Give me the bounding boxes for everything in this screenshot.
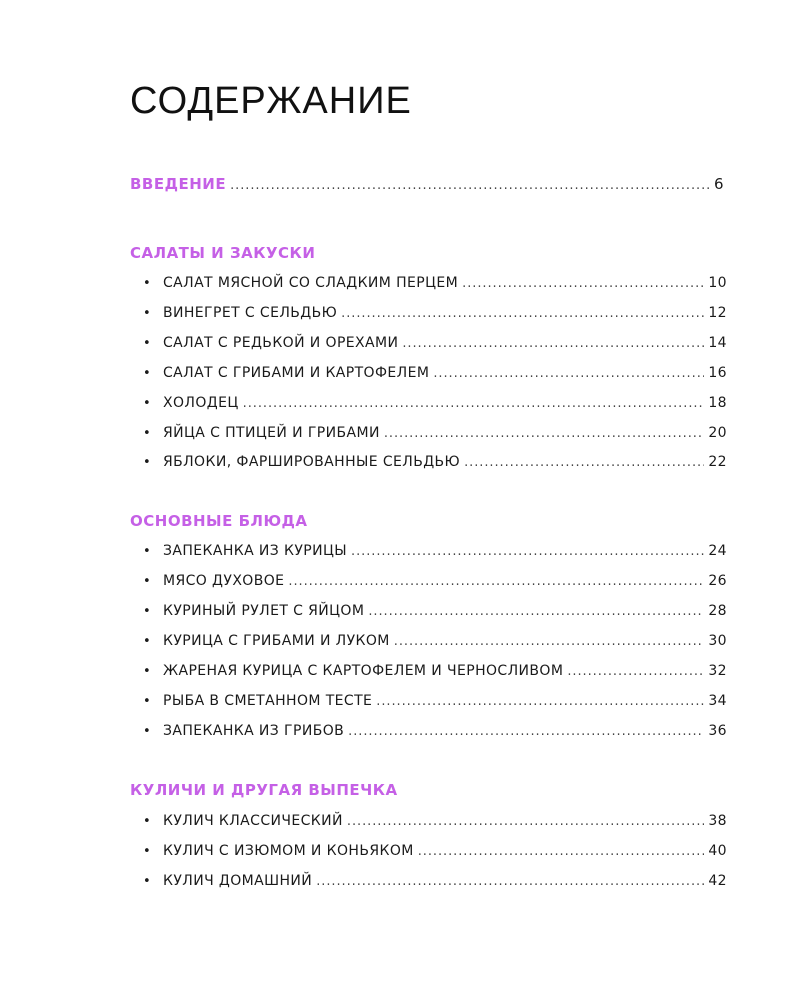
dot-leader [368, 601, 704, 622]
toc-entry[interactable] [143, 422, 727, 444]
toc-page-number: 24 [708, 543, 727, 559]
toc-entry-label: ЯБЛОКИ, ФАРШИРОВАННЫЕ СЕЛЬДЬЮ [163, 454, 461, 470]
toc-entry[interactable] [143, 272, 727, 294]
section-heading-baking: КУЛИЧИ И ДРУГАЯ ВЫПЕЧКА [130, 781, 398, 799]
dot-leader [433, 363, 704, 384]
dot-leader [402, 333, 704, 354]
toc-entry-label: КУРИЦА С ГРИБАМИ И ЛУКОМ [163, 633, 390, 649]
dot-leader [351, 541, 704, 562]
toc-entry[interactable] [143, 840, 727, 862]
toc-page-number: 14 [708, 335, 727, 351]
bullet-icon: • [143, 574, 152, 589]
toc-page-number: 38 [708, 813, 727, 829]
bullet-icon: • [143, 336, 152, 351]
toc-page-number: 6 [713, 175, 724, 193]
dot-leader [464, 452, 704, 473]
dot-leader [567, 661, 704, 682]
toc-entry[interactable] [143, 870, 727, 892]
bullet-icon: • [143, 366, 152, 381]
toc-entry[interactable] [143, 451, 727, 473]
bullet-icon: • [143, 544, 152, 559]
toc-entry[interactable] [143, 600, 727, 622]
toc-entry-label: САЛАТ С РЕДЬКОЙ И ОРЕХАМИ [163, 335, 399, 351]
toc-intro-label: ВВЕДЕНИЕ [130, 175, 227, 193]
toc-entry[interactable] [143, 332, 727, 354]
toc-page-number: 28 [708, 603, 727, 619]
bullet-icon: • [143, 306, 152, 321]
dot-leader [288, 571, 704, 592]
dot-leader [347, 811, 704, 832]
toc-page-number: 32 [708, 663, 727, 679]
toc-page-number: 20 [708, 425, 727, 441]
toc-entry-label: ВИНЕГРЕТ С СЕЛЬДЬЮ [163, 305, 338, 321]
toc-entry[interactable] [143, 690, 727, 712]
toc-entry[interactable] [143, 630, 727, 652]
toc-entry[interactable] [143, 660, 727, 682]
toc-entry-label: КУЛИЧ КЛАССИЧЕСКИЙ [163, 813, 343, 829]
toc-entry[interactable] [143, 810, 727, 832]
bullet-icon: • [143, 874, 152, 889]
toc-entry-label: САЛАТ С ГРИБАМИ И КАРТОФЕЛЕМ [163, 365, 430, 381]
bullet-icon: • [143, 455, 152, 470]
bullet-icon: • [143, 396, 152, 411]
toc-entry[interactable] [143, 570, 727, 592]
dot-leader [384, 423, 705, 444]
toc-page-number: 34 [708, 693, 727, 709]
dot-leader [316, 871, 704, 892]
toc-entry-label: КУРИНЫЙ РУЛЕТ С ЯЙЦОМ [163, 603, 365, 619]
dot-leader [230, 175, 710, 195]
toc-entry-label: МЯСО ДУХОВОЕ [163, 573, 285, 589]
bullet-icon: • [143, 426, 152, 441]
section-heading-salads: САЛАТЫ И ЗАКУСКИ [130, 244, 316, 262]
dot-leader [376, 691, 704, 712]
dot-leader [341, 303, 704, 324]
bullet-icon: • [143, 694, 152, 709]
toc-entry-label: ЯЙЦА С ПТИЦЕЙ И ГРИБАМИ [163, 425, 380, 441]
toc-page-number: 30 [708, 633, 727, 649]
dot-leader [243, 393, 705, 414]
toc-entry-label: ЖАРЕНАЯ КУРИЦА С КАРТОФЕЛЕМ И ЧЕРНОСЛИВОМ [163, 663, 564, 679]
toc-entry-label: ЗАПЕКАНКА ИЗ КУРИЦЫ [163, 543, 348, 559]
bullet-icon: • [143, 276, 152, 291]
dot-leader [348, 721, 704, 742]
bullet-icon: • [143, 634, 152, 649]
section-heading-main-dishes: ОСНОВНЫЕ БЛЮДА [130, 512, 308, 530]
bullet-icon: • [143, 724, 152, 739]
toc-entry[interactable] [143, 540, 727, 562]
toc-page-number: 12 [708, 305, 727, 321]
dot-leader [418, 841, 705, 862]
toc-page-number: 22 [708, 454, 727, 470]
toc-page-number: 10 [708, 275, 727, 291]
bullet-icon: • [143, 814, 152, 829]
dot-leader [462, 273, 704, 294]
toc-entry[interactable] [143, 720, 727, 742]
toc-entry-label: КУЛИЧ ДОМАШНИЙ [163, 873, 313, 889]
toc-entry-label: ХОЛОДЕЦ [163, 395, 239, 411]
page-title: СОДЕРЖАНИЕ [130, 80, 412, 122]
toc-page-number: 40 [708, 843, 727, 859]
toc-entry-label: САЛАТ МЯСНОЙ СО СЛАДКИМ ПЕРЦЕМ [163, 275, 459, 291]
toc-intro-entry[interactable] [130, 173, 724, 195]
toc-entry[interactable] [143, 392, 727, 414]
toc-page-number: 16 [708, 365, 727, 381]
toc-entry-label: КУЛИЧ С ИЗЮМОМ И КОНЬЯКОМ [163, 843, 414, 859]
bullet-icon: • [143, 664, 152, 679]
toc-page-number: 26 [708, 573, 727, 589]
bullet-icon: • [143, 844, 152, 859]
bullet-icon: • [143, 604, 152, 619]
toc-entry-label: ЗАПЕКАНКА ИЗ ГРИБОВ [163, 723, 345, 739]
dot-leader [394, 631, 705, 652]
toc-entry[interactable] [143, 302, 727, 324]
toc-entry[interactable] [143, 362, 727, 384]
toc-page-number: 42 [708, 873, 727, 889]
toc-page-number: 36 [708, 723, 727, 739]
toc-page-number: 18 [708, 395, 727, 411]
toc-entry-label: РЫБА В СМЕТАННОМ ТЕСТЕ [163, 693, 373, 709]
